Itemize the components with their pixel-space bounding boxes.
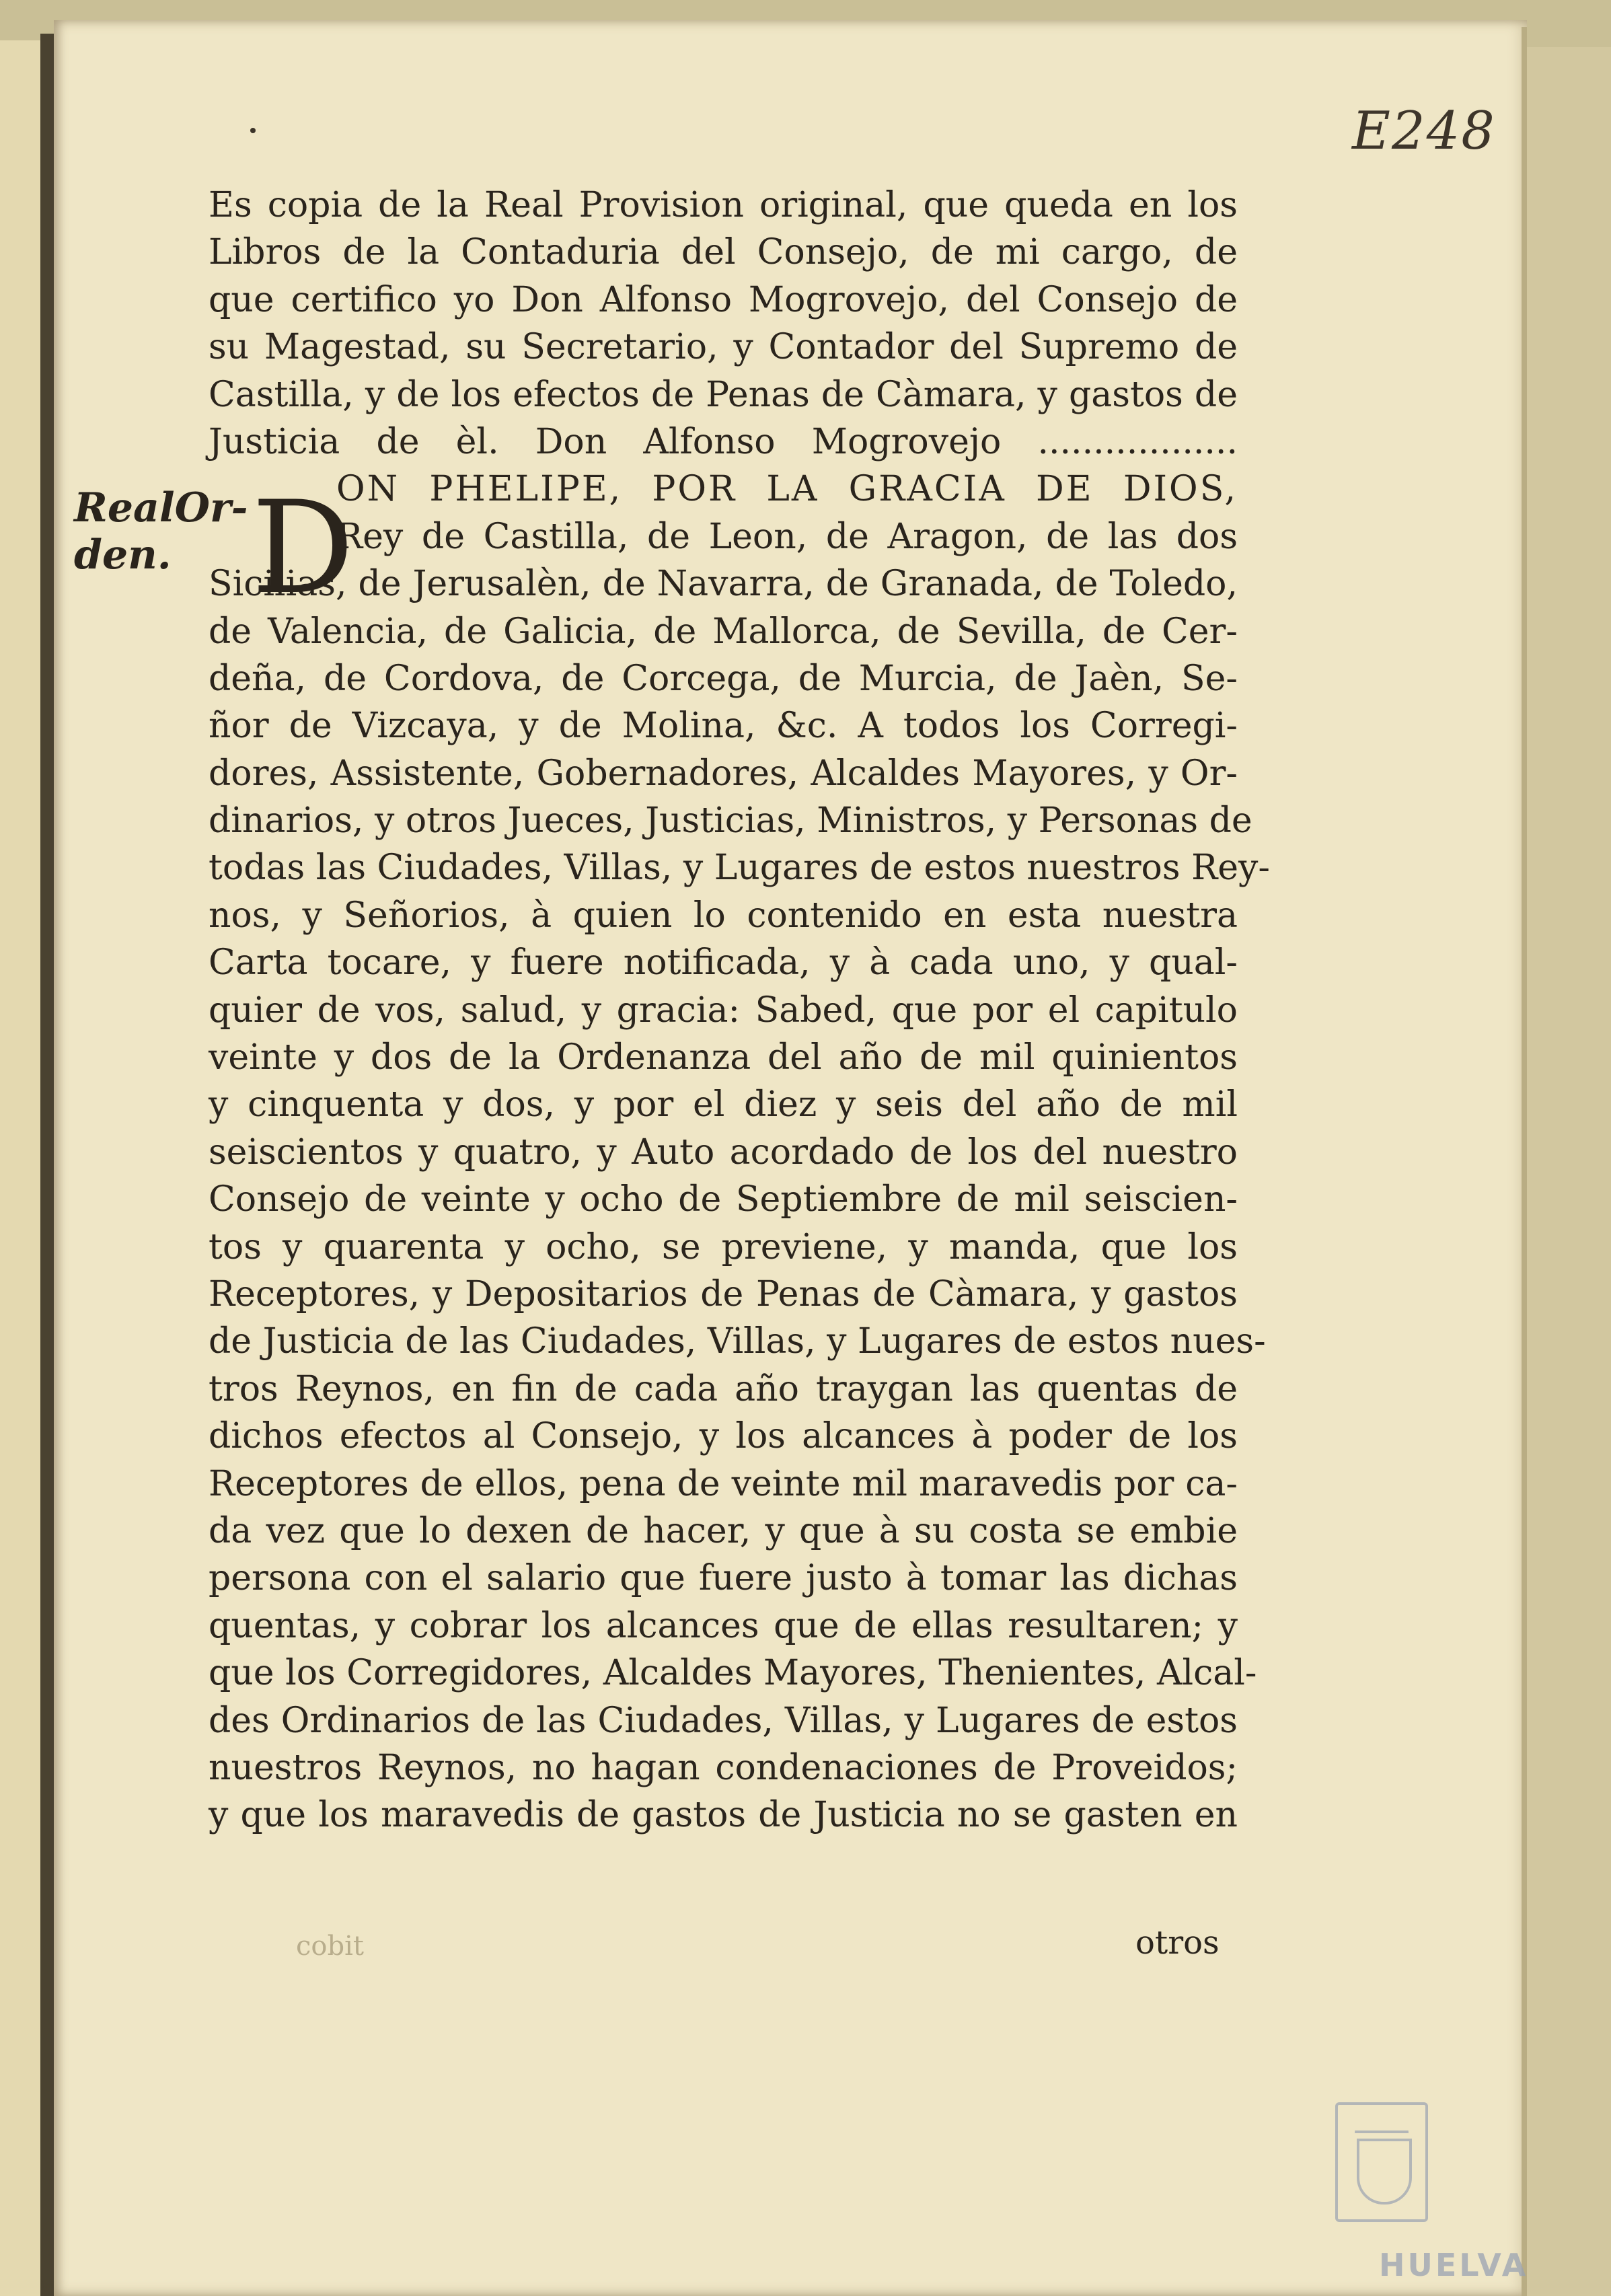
crown-icon [1355, 2112, 1409, 2133]
drop-cap: D [252, 474, 354, 622]
text-line: ñor de Vizcaya, y de Molina, &c. A todos los Corregi- [209, 706, 1238, 747]
text-line: quentas, y cobrar los alcances que de ellas resultaren; y [209, 1605, 1238, 1646]
text-line: seiscientos y quatro, y Auto acordado de los del nuestro [209, 1132, 1238, 1173]
ink-dot [250, 128, 256, 133]
watermark-text: HUELVA [1379, 2247, 1529, 2283]
text-line: de Valencia, de Galicia, de Mallorca, de Sevilla, de Cer- [209, 611, 1238, 652]
text-line: de Justicia de las Ciudades, Villas, y Lugares de estos nues- [209, 1321, 1266, 1362]
text-line: Receptores, y Depositarios de Penas de Càmara, y gastos [209, 1273, 1238, 1314]
text-line: tros Reynos, en fin de cada año traygan las quentas de [209, 1368, 1238, 1409]
text-line: Receptores de ellos, pena de veinte mil maravedis por ca- [209, 1463, 1238, 1504]
text-line: tos y quarenta y ocho, se previene, y manda, que los [209, 1226, 1238, 1267]
text-line: nos, y Señorios, à quien lo contenido en esta nuestra [209, 895, 1238, 936]
book-binding [40, 34, 55, 2296]
text-line: dinarios, y otros Jueces, Justicias, Ministros, y Personas de [209, 801, 1252, 842]
text-line: Castilla, y de los efectos de Penas de Càmara, y gastos de [209, 374, 1238, 415]
archive-logo-icon [1335, 2102, 1428, 2222]
text-line: quier de vos, salud, y gracia: Sabed, que por el capitulo [209, 990, 1238, 1031]
text-line: que certifico yo Don Alfonso Mogrovejo, del Consejo de [209, 279, 1238, 320]
text-line: y que los maravedis de gastos de Justicia no se gasten en [209, 1795, 1238, 1836]
text-line: Sicilias, de Jerusalèn, de Navarra, de Granada, de Toledo, [209, 564, 1238, 605]
text-line: ON PHELIPE, POR LA GRACIA DE DIOS, [336, 469, 1238, 510]
text-line: Consejo de veinte y ocho de Septiembre de mil seiscien- [209, 1179, 1238, 1220]
text-line: todas las Ciudades, Villas, y Lugares de estos nuestros Rey- [209, 848, 1270, 889]
text-line: Justicia de èl. Don Alfonso Mogrovejo .................. [209, 421, 1238, 462]
text-line: y cinquenta y dos, y por el diez y seis del año de mil [209, 1084, 1238, 1125]
previous-page-edge [0, 40, 42, 2296]
margin-note [74, 484, 248, 579]
text-line: dores, Assistente, Gobernadores, Alcaldes Mayores, y Or- [209, 753, 1238, 794]
text-line: Rey de Castilla, de Leon, de Aragon, de las dos [336, 516, 1238, 557]
text-line: persona con el salario que fuere justo à tomar las dichas [209, 1558, 1238, 1599]
text-line: Carta tocare, y fuere notificada, y à cada uno, y qual- [209, 942, 1238, 984]
page-edge [1527, 47, 1611, 2296]
text-line: des Ordinarios de las Ciudades, Villas, y Lugares de estos [209, 1700, 1238, 1741]
text-line: da vez que lo dexen de hacer, y que à su costa se embie [209, 1510, 1238, 1551]
page-edge-line [1522, 27, 1527, 2296]
text-line: Libros de la Contaduria del Consejo, de mi cargo, de [209, 232, 1238, 273]
catchword: otros [1135, 1924, 1220, 1962]
text-line: nuestros Reynos, no hagan condenaciones de Proveidos; [209, 1747, 1238, 1788]
text-line: su Magestad, su Secretario, y Contador del Supremo de [209, 327, 1238, 368]
text-line: que los Corregidores, Alcaldes Mayores, Thenientes, Alcal- [209, 1653, 1257, 1694]
text-line: veinte y dos de la Ordenanza del año de mil quinientos [209, 1037, 1238, 1078]
margin-note-line-2: den. [74, 531, 172, 579]
document-body [209, 182, 1270, 1839]
text-line: Es copia de la Real Provision original, que queda en los [209, 185, 1238, 225]
folio-number: E248 [1352, 101, 1496, 161]
margin-note-line-1: RealOr- [74, 484, 248, 531]
faint-offset-mark: cobit [296, 1931, 364, 1962]
text-line: deña, de Cordova, de Corcega, de Murcia, de Jaèn, Se- [209, 658, 1238, 699]
text-line: dichos efectos al Consejo, y los alcances à poder de los [209, 1416, 1238, 1457]
shield-icon [1357, 2139, 1412, 2205]
